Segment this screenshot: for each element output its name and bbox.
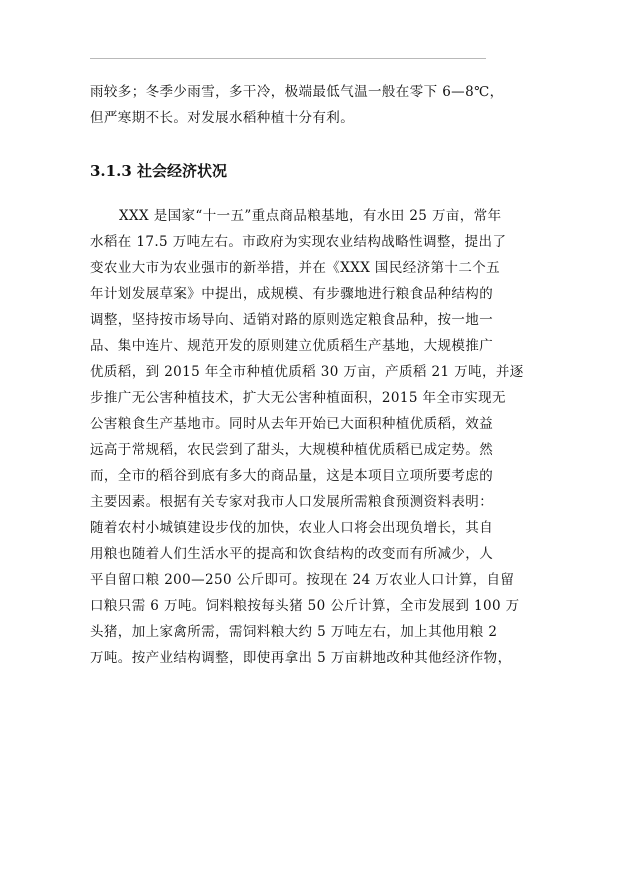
- text-line: 但严寒期不长。对发展水稻种植十分有利。: [90, 110, 355, 126]
- text-line: 步推广无公害种植技术，扩大无公害种植面积，2015 年全市实现无: [90, 390, 506, 406]
- text-line: 雨较多；冬季少雨雪，多干冷，极端最低气温一般在零下 6—8℃，: [90, 84, 504, 100]
- text-line: 用粮也随着人们生活水平的提高和饮食结构的改变而有所减少，人: [90, 546, 494, 562]
- text-line: 变农业大市为农业强市的新举措，并在《XXX 国民经济第十二个五: [90, 260, 501, 276]
- header-rule: [90, 58, 486, 59]
- text-line: 公害粮食生产基地市。同时从去年开始已大面积种植优质稻，效益: [90, 416, 494, 432]
- text-line: 万吨。按产业结构调整，即使再拿出 5 万亩耕地改种其他经济作物，: [90, 650, 512, 666]
- text-line: 而，全市的稻谷到底有多大的商品量，这是本项目立项所要考虑的: [90, 468, 494, 484]
- text-line: 头猪，加上家禽所需，需饲料粮大约 5 万吨左右，加上其他用粮 2: [90, 624, 498, 640]
- text-line: 调整，坚持按市场导向、适销对路的原则选定粮食品种，按一地一: [90, 312, 494, 328]
- text-line: 平自留口粮 200—250 公斤即可。按现在 24 万农业人口计算，自留: [90, 572, 515, 588]
- text-line: 优质稻，到 2015 年全市种植优质稻 30 万亩，产质稻 21 万吨，并逐: [90, 364, 524, 380]
- text-line: 主要因素。根据有关专家对我市人口发展所需粮食预测资料表明：: [90, 494, 494, 510]
- text-line: 品、集中连片、规范开发的原则建立优质稻生产基地，大规模推广: [90, 338, 494, 354]
- text-line: 水稻在 17.5 万吨左右。市政府为实现农业结构战略性调整，提出了: [90, 234, 507, 250]
- text-line: 口粮只需 6 万吨。饲料粮按每头猪 50 公斤计算，全市发展到 100 万: [90, 598, 520, 614]
- text-line: 年计划发展草案》中提出，成规模、有步骤地进行粮食品种结构的: [90, 286, 494, 302]
- intro-paragraph: [90, 79, 528, 131]
- body-paragraph: [90, 203, 528, 671]
- section-heading: 3.1.3 社会经济状况: [90, 162, 227, 180]
- text-line: 远高于常规稻，农民尝到了甜头，大规模种植优质稻已成定势。然: [90, 442, 494, 458]
- text-line: XXX 是国家“十一五”重点商品粮基地，有水田 25 万亩，常年: [119, 208, 502, 224]
- text-line: 随着农村小城镇建设步伐的加快，农业人口将会出现负增长，其自: [90, 520, 494, 536]
